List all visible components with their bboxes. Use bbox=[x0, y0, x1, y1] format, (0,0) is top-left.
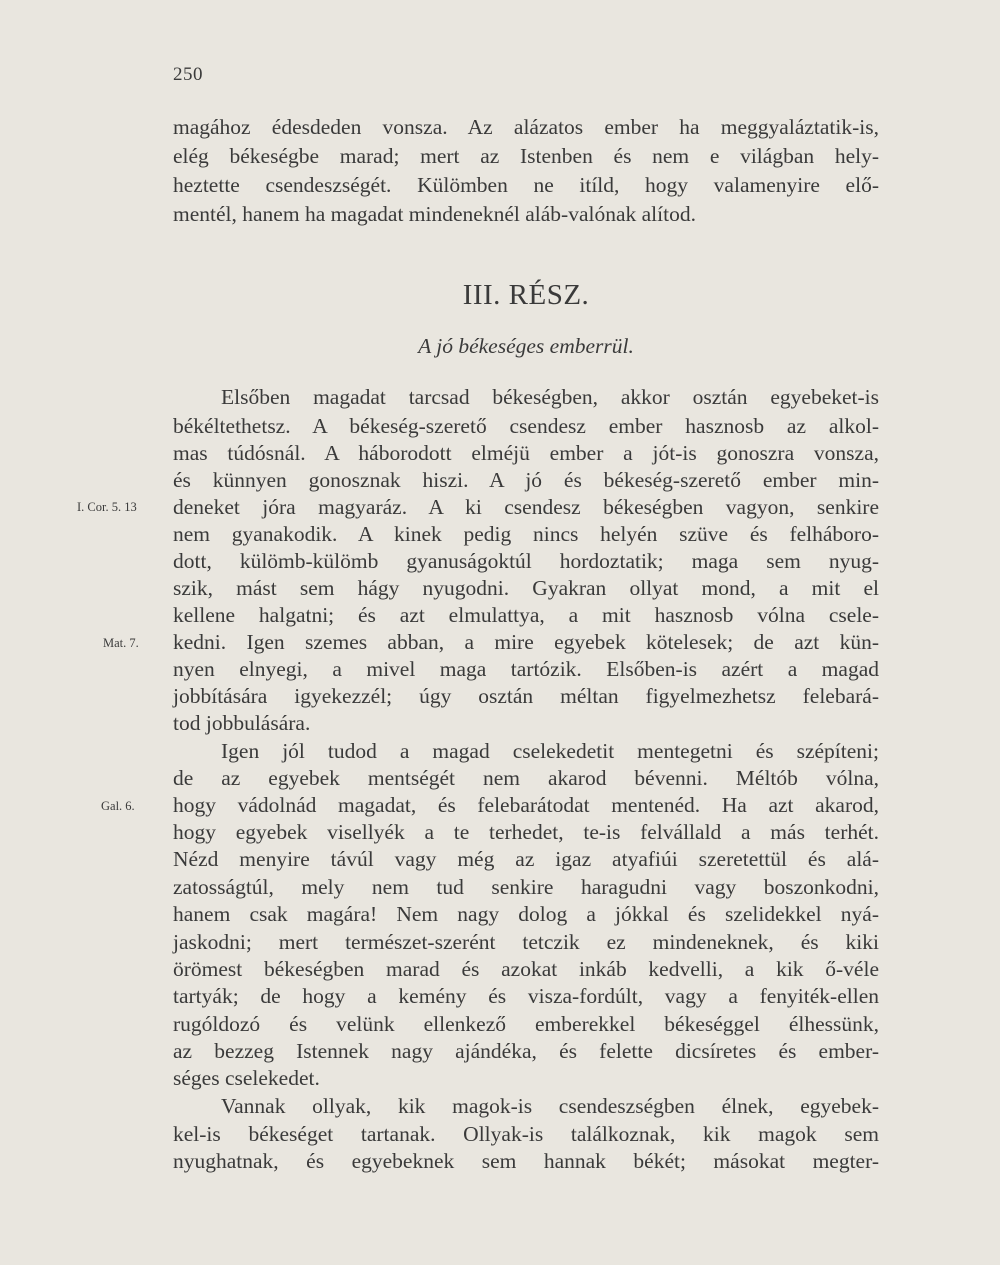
text-line: Vannak ollyak, kik magok-is csendeszségben élnek, egyebek- bbox=[221, 1094, 879, 1118]
text-line: deneket jóra magyaráz. A ki csendesz békeségben vagyon, senkire bbox=[173, 495, 879, 519]
page-number: 250 bbox=[173, 64, 203, 85]
text-line: zatosságtúl, mely nem tud senkire haragudni vagy boszonkodni, bbox=[173, 875, 879, 899]
text-line: mas túdósnál. A háborodott elméjü ember a jót-is gonoszra vonsza, bbox=[173, 441, 879, 465]
text-line: kedni. Igen szemes abban, a mire egyebek kötelesek; de azt kün- bbox=[173, 630, 879, 654]
text-line: elég békeségbe marad; mert az Istenben és nem e világban hely- bbox=[173, 144, 879, 168]
text-line: az bezzeg Istennek nagy ajándéka, és felette dicsíretes és ember- bbox=[173, 1039, 879, 1063]
text-line: mentél, hanem ha magadat mindeneknél aláb-valónak alítod. bbox=[173, 202, 696, 226]
section-title: III. RÉSZ. bbox=[462, 279, 590, 311]
text-line: kel-is békeséget tartanak. Ollyak-is találkoznak, kik magok sem bbox=[173, 1122, 879, 1146]
margin-note: Gal. 6. bbox=[101, 799, 135, 813]
margin-note: I. Cor. 5. 13 bbox=[77, 500, 137, 514]
text-line: Elsőben magadat tarcsad békeségben, akkor osztán egyebeket-is bbox=[221, 385, 879, 409]
text-line: nem gyanakodik. A kinek pedig nincs helyén szüve és felháboro- bbox=[173, 522, 879, 546]
text-line: nyen elnyegi, a mivel maga tartózik. Elsőben-is azért a magad bbox=[173, 657, 879, 681]
text-line: jobbítására igyekezzél; úgy osztán méltan figyelmezhetsz felebará- bbox=[173, 684, 879, 708]
text-line: hanem csak magára! Nem nagy dolog a jókkal és szelidekkel nyá- bbox=[173, 902, 879, 926]
text-line: Igen jól tudod a magad cselekedetit mentegetni és szépíteni; bbox=[221, 739, 879, 763]
margin-note: Mat. 7. bbox=[103, 636, 139, 650]
text-line: tartyák; de hogy a kemény és visza-fordúlt, vagy a fenyiték-ellen bbox=[173, 984, 879, 1008]
text-line: jaskodni; mert természet-szerént tetczik ez mindeneknek, és kiki bbox=[173, 930, 879, 954]
text-line: dott, külömb-külömb gyanuságoktúl hordoztatik; maga sem nyug- bbox=[173, 549, 879, 573]
text-line: kellene halgatni; és azt elmulattya, a mit hasznosb vólna csele- bbox=[173, 603, 879, 627]
text-line: nyughatnak, és egyebeknek sem hannak békét; másokat megter- bbox=[173, 1149, 879, 1173]
section-subtitle: A jó békeséges emberrül. bbox=[418, 334, 634, 358]
text-line: de az egyebek mentségét nem akarod bévenni. Méltób vólna, bbox=[173, 766, 879, 790]
text-line: örömest békeségben marad és azokat inkáb kedvelli, a kik ő-véle bbox=[173, 957, 879, 981]
text-line: séges cselekedet. bbox=[173, 1066, 320, 1090]
text-line: rugóldozó és velünk ellenkező emberekkel békeséggel élhessünk, bbox=[173, 1012, 879, 1036]
text-line: békéltethetsz. A békeség-szerető csendesz ember hasznosb az alkol- bbox=[173, 414, 879, 438]
text-line: tod jobbulására. bbox=[173, 711, 311, 735]
text-line: Nézd menyire távúl vagy még az igaz atyafiúi szeretettül és alá- bbox=[173, 847, 879, 871]
text-line: magához édesdeden vonsza. Az alázatos ember ha meggyaláztatik-is, bbox=[173, 115, 879, 139]
text-line: heztette csendeszségét. Külömben ne itíld, hogy valamenyire elő- bbox=[173, 173, 879, 197]
text-line: szik, mást sem hágy nyugodni. Gyakran ollyat mond, a mit el bbox=[173, 576, 879, 600]
text-line: hogy vádolnád magadat, és felebarátodat mentenéd. Ha azt akarod, bbox=[173, 793, 879, 817]
text-line: hogy egyebek visellyék a te terhedet, te-is felvállald a más terhét. bbox=[173, 820, 879, 844]
text-line: és künnyen gonosznak hiszi. A jó és békeség-szerető ember min- bbox=[173, 468, 879, 492]
